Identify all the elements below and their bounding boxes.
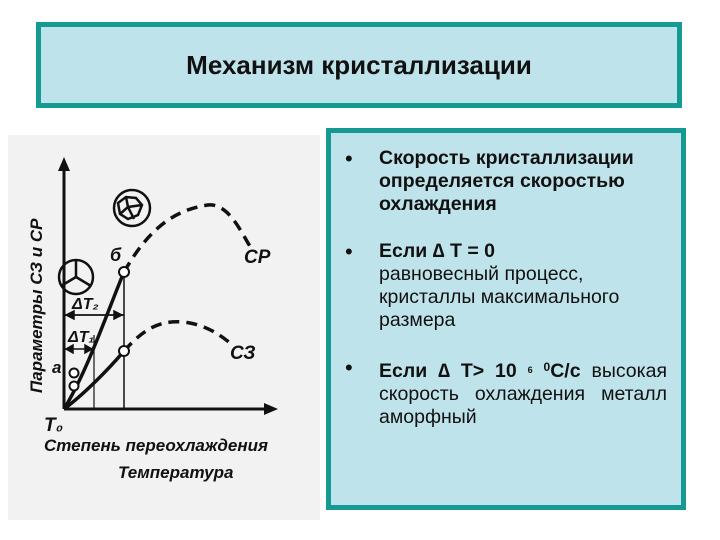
curve-cz-label: СЗ	[230, 343, 256, 364]
x-axis-label-2: Температура	[118, 463, 234, 482]
bullet-dot-icon: •	[345, 146, 353, 171]
point-a-label: a	[52, 358, 62, 377]
curve-cr-label: СР	[244, 247, 271, 268]
curve-cr-dashed	[124, 205, 251, 272]
dt2-arrow-right	[114, 311, 122, 319]
origin-label: T₀	[44, 415, 64, 436]
dt1-arrow-left	[66, 345, 73, 353]
bullet-3-head: Если ∆ T> 10	[379, 360, 517, 382]
bullet-1-text: Скорость кристаллизации определяется скоростью охлаждения	[379, 147, 634, 215]
x-axis-label-1: Степень переохлаждения	[44, 436, 269, 455]
point-a-upper	[70, 369, 79, 378]
bullet-2-text	[379, 240, 667, 332]
title-box	[36, 22, 682, 108]
bullet-3	[345, 356, 667, 429]
bullet-3-text	[379, 356, 667, 429]
diagram-svg	[8, 135, 320, 520]
bullet-2-rest: равновесный процесс, кристаллы максимального размера	[379, 263, 620, 331]
bullet-3-degree: 0	[543, 360, 551, 374]
y-axis-label: Параметры СЗ и СР	[27, 218, 46, 393]
bullet-panel	[326, 128, 686, 510]
y-axis-arrow	[58, 157, 70, 171]
slide-title: Механизм кристаллизации	[186, 49, 532, 80]
fine-grain-icon	[114, 190, 150, 226]
bullet-3-exponent: 6	[527, 365, 533, 375]
bullet-3-unit: С/с	[550, 360, 581, 382]
bullet-3-rest: высокая скорость охлаждения металл аморфный	[379, 360, 668, 428]
bullet-dot-icon: •	[345, 355, 353, 380]
bullet-2	[345, 240, 667, 332]
bullet-1	[345, 147, 667, 216]
bullet-dot-icon: •	[345, 239, 353, 264]
point-a-lower	[70, 382, 79, 391]
curve-cz-dashed	[124, 322, 230, 351]
bullet-2-head: Если ∆ T = 0	[379, 240, 495, 262]
dt1-label: ΔT₁	[68, 329, 95, 346]
point-b-lower	[119, 346, 129, 356]
dt2-label: ΔT₂	[72, 296, 99, 313]
point-b-upper	[119, 267, 129, 277]
crystallization-diagram	[8, 135, 320, 520]
point-b-label: б	[110, 245, 122, 265]
x-axis-arrow	[264, 403, 278, 415]
